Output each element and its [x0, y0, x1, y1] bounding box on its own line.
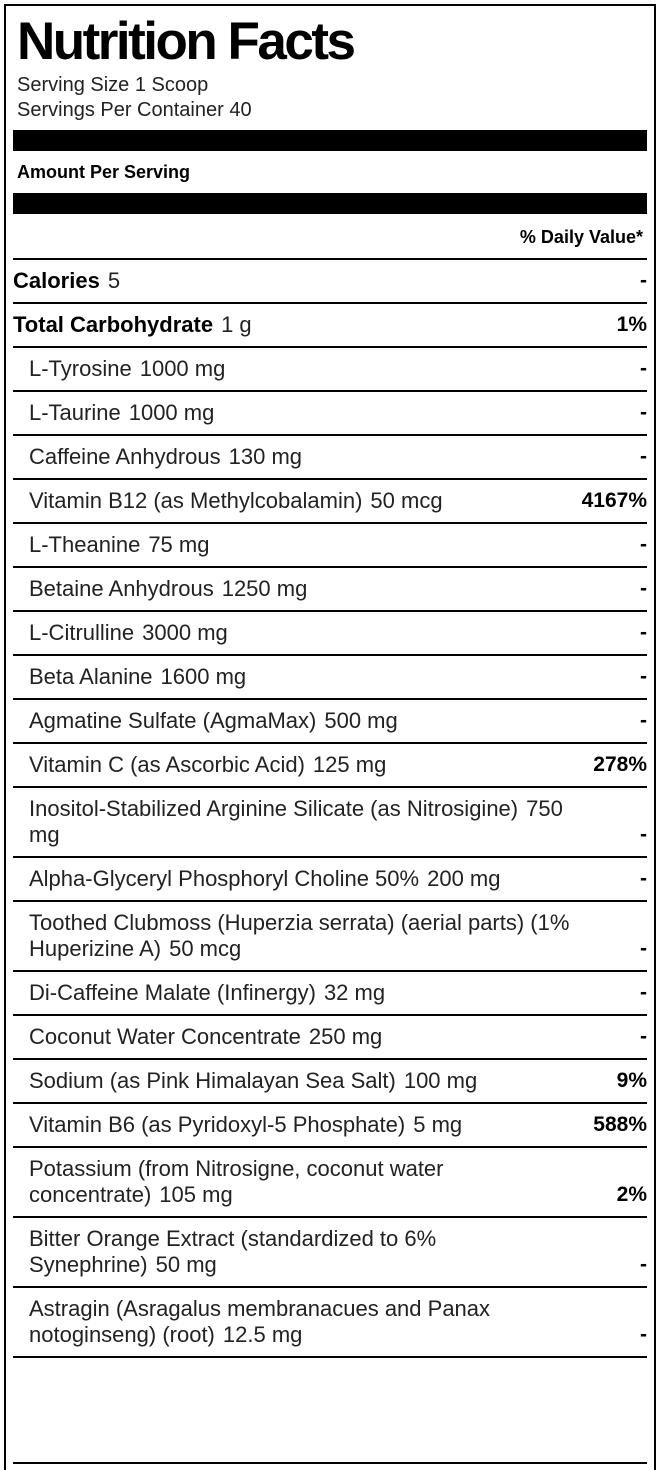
- nutrient-row: [13, 1148, 647, 1218]
- nutrient-amount: 12.5 mg: [222, 1322, 303, 1347]
- nutrient-name: Vitamin B12 (as Methylcobalamin): [29, 488, 363, 513]
- nutrient-amount: 750 mg: [29, 796, 563, 847]
- nutrient-row: [13, 436, 647, 480]
- nutrient-amount: 105 mg: [159, 1182, 233, 1207]
- nutrient-row: [13, 1016, 647, 1060]
- nutrient-daily-value: -: [640, 823, 647, 846]
- nutrient-daily-value: 4167%: [581, 489, 647, 512]
- nutrient-row: [13, 744, 647, 788]
- nutrient-row: [13, 656, 647, 700]
- nutrient-text: [13, 980, 587, 1006]
- nutrient-name: Alpha-Glyceryl Phosphoryl Choline 50%: [29, 866, 420, 891]
- nutrient-daily-value: -: [640, 1025, 647, 1048]
- nutrient-name: Vitamin C (as Ascorbic Acid): [29, 752, 305, 777]
- nutrient-rows: [13, 260, 647, 1358]
- nutrient-text: [13, 488, 587, 514]
- nutrient-daily-value: 278%: [593, 753, 647, 776]
- nutrient-daily-value: 9%: [616, 1069, 647, 1092]
- serving-size-text: Serving Size 1 Scoop: [17, 74, 209, 96]
- nutrient-amount: 1600 mg: [160, 664, 247, 689]
- nutrient-daily-value: -: [640, 269, 647, 292]
- nutrient-amount: 75 mg: [148, 532, 210, 557]
- nutrient-text: [13, 1024, 587, 1050]
- nutrient-name: Beta Alanine: [29, 664, 153, 689]
- servings-per-container-text: Servings Per Container 40: [17, 99, 252, 121]
- nutrient-name: L-Citrulline: [29, 620, 135, 645]
- nutrient-daily-value: 588%: [593, 1113, 647, 1136]
- nutrient-row: [13, 304, 647, 348]
- nutrient-row: [13, 1218, 647, 1288]
- nutrient-amount: 1250 mg: [221, 576, 308, 601]
- divider-bar-middle: [13, 193, 647, 214]
- nutrient-daily-value: -: [640, 937, 647, 960]
- divider-bar-top: [13, 130, 647, 151]
- nutrient-row: [13, 524, 647, 568]
- nutrient-name: Coconut Water Concentrate: [29, 1024, 301, 1049]
- nutrient-text: [13, 664, 587, 690]
- nutrient-row: [13, 568, 647, 612]
- nutrient-name: Sodium (as Pink Himalayan Sea Salt): [29, 1068, 396, 1093]
- nutrient-text: [13, 1226, 587, 1278]
- nutrient-row: [13, 1288, 647, 1358]
- nutrient-amount: 500 mg: [324, 708, 398, 733]
- nutrient-name: Total Carbohydrate: [13, 312, 214, 337]
- nutrient-name: Calories: [13, 268, 100, 293]
- nutrient-daily-value: -: [640, 709, 647, 732]
- nutrient-amount: 1000 mg: [128, 400, 215, 425]
- nutrient-row: [13, 858, 647, 902]
- nutrient-text: [13, 312, 587, 338]
- nutrient-name: Betaine Anhydrous: [29, 576, 214, 601]
- nutrient-row: [13, 902, 647, 972]
- nutrient-daily-value: 1%: [616, 313, 647, 336]
- nutrient-amount: 32 mg: [323, 980, 386, 1005]
- nutrient-amount: 130 mg: [228, 444, 303, 469]
- nutrient-name: Toothed Clubmoss (Huperzia serrata) (aerial parts) (1% Huperizine A): [29, 910, 570, 961]
- nutrient-daily-value: -: [640, 357, 647, 380]
- nutrient-text: [13, 356, 587, 382]
- nutrient-row: [13, 348, 647, 392]
- nutrient-name: L-Tyrosine: [29, 356, 132, 381]
- nutrient-name: Vitamin B6 (as Pyridoxyl-5 Phosphate): [29, 1112, 406, 1137]
- daily-value-heading: % Daily Value*: [519, 227, 643, 247]
- nutrient-text: [13, 1112, 587, 1138]
- nutrient-amount: 5: [107, 268, 121, 293]
- nutrient-row: [13, 1104, 647, 1148]
- nutrient-daily-value: -: [640, 533, 647, 556]
- nutrient-row: [13, 392, 647, 436]
- nutrient-text: [13, 444, 587, 470]
- nutrient-amount: 1000 mg: [139, 356, 226, 381]
- nutrient-amount: 50 mcg: [370, 488, 443, 513]
- nutrient-amount: 100 mg: [403, 1068, 478, 1093]
- nutrient-name: Inositol-Stabilized Arginine Silicate (as Nitrosigine): [29, 796, 519, 821]
- nutrient-text: [13, 752, 587, 778]
- bottom-spacer: [13, 1358, 647, 1464]
- nutrient-text: [13, 400, 587, 426]
- nutrient-text: [13, 866, 587, 892]
- nutrient-text: [13, 1068, 587, 1094]
- nutrient-text: [13, 910, 587, 962]
- nutrient-amount: 250 mg: [308, 1024, 383, 1049]
- nutrient-amount: 50 mg: [155, 1252, 217, 1277]
- nutrient-amount: 5 mg: [413, 1112, 463, 1137]
- nutrient-daily-value: 2%: [616, 1183, 647, 1206]
- nutrient-amount: 200 mg: [427, 866, 501, 891]
- nutrient-amount: 3000 mg: [142, 620, 228, 645]
- nutrient-row: [13, 260, 647, 304]
- nutrient-name: Di-Caffeine Malate (Infinergy): [29, 980, 316, 1005]
- nutrient-daily-value: -: [640, 981, 647, 1004]
- amount-per-serving-heading: Amount Per Serving: [17, 162, 191, 182]
- nutrient-text: [13, 796, 587, 848]
- label-header: [13, 6, 647, 260]
- nutrient-text: [13, 620, 587, 646]
- nutrient-daily-value: -: [640, 1323, 647, 1346]
- nutrient-daily-value: -: [640, 401, 647, 424]
- nutrient-text: [13, 708, 587, 734]
- nutrient-amount: 1 g: [221, 312, 252, 337]
- nutrition-facts-label: [4, 4, 656, 1470]
- nutrient-name: Potassium (from Nitrosigne, coconut water concentrate): [29, 1156, 444, 1207]
- nutrient-text: [13, 576, 587, 602]
- nutrient-daily-value: -: [640, 577, 647, 600]
- nutrient-row: [13, 480, 647, 524]
- nutrient-text: [13, 268, 587, 294]
- nutrient-row: [13, 700, 647, 744]
- label-title: Nutrition Facts: [17, 12, 354, 71]
- nutrient-name: L-Taurine: [29, 400, 121, 425]
- nutrient-daily-value: -: [640, 445, 647, 468]
- nutrient-name: Bitter Orange Extract (standardized to 6% Synephrine): [29, 1226, 437, 1277]
- nutrient-amount: 125 mg: [312, 752, 387, 777]
- nutrient-name: Agmatine Sulfate (AgmaMax): [29, 708, 317, 733]
- nutrient-daily-value: -: [640, 867, 647, 890]
- nutrient-amount: 50 mcg: [169, 936, 242, 961]
- nutrient-text: [13, 1156, 587, 1208]
- nutrient-name: Astragin (Asragalus membranacues and Panax notoginseng) (root): [29, 1296, 491, 1347]
- nutrient-name: L-Theanine: [29, 532, 141, 557]
- nutrient-text: [13, 532, 587, 558]
- nutrient-row: [13, 972, 647, 1016]
- nutrient-daily-value: -: [640, 665, 647, 688]
- nutrient-name: Caffeine Anhydrous: [29, 444, 221, 469]
- nutrient-text: [13, 1296, 587, 1348]
- nutrient-daily-value: -: [640, 1253, 647, 1276]
- nutrient-row: [13, 788, 647, 858]
- nutrient-daily-value: -: [640, 621, 647, 644]
- nutrient-row: [13, 1060, 647, 1104]
- nutrient-row: [13, 612, 647, 656]
